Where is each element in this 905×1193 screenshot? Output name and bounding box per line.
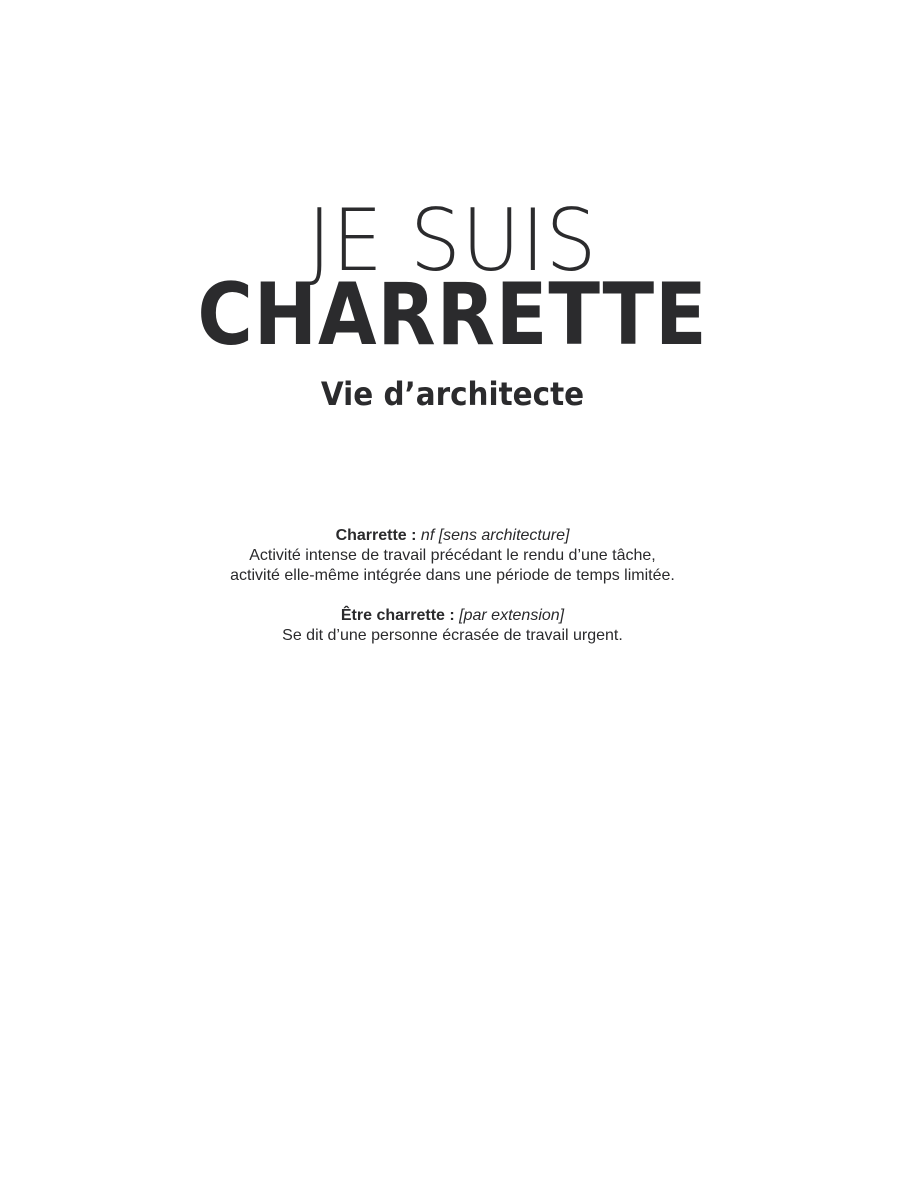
- definition-etre-charrette: [0, 606, 905, 646]
- title-line-1: JE SUIS: [307, 191, 598, 291]
- definition-classification: [par extension]: [459, 607, 565, 624]
- title-line-2: CHARRETTE: [197, 265, 708, 365]
- definition-line: activité elle-même intégrée dans une période de temps limitée.: [230, 567, 675, 584]
- definition-term: Charrette :: [335, 527, 417, 544]
- definition-line: Se dit d’une personne écrasée de travail urgent.: [282, 627, 623, 644]
- book-subtitle: Vie d’architecte: [320, 375, 585, 413]
- book-title: [0, 191, 905, 365]
- definition-charrette: [0, 526, 905, 586]
- definition-term: Être charrette :: [340, 607, 455, 624]
- definitions: [0, 526, 905, 646]
- definition-heading: [0, 606, 905, 626]
- definition-classification: nf [sens architecture]: [420, 527, 570, 544]
- definition-line: Activité intense de travail précédant le rendu d’une tâche,: [249, 547, 656, 564]
- definition-heading: [0, 526, 905, 546]
